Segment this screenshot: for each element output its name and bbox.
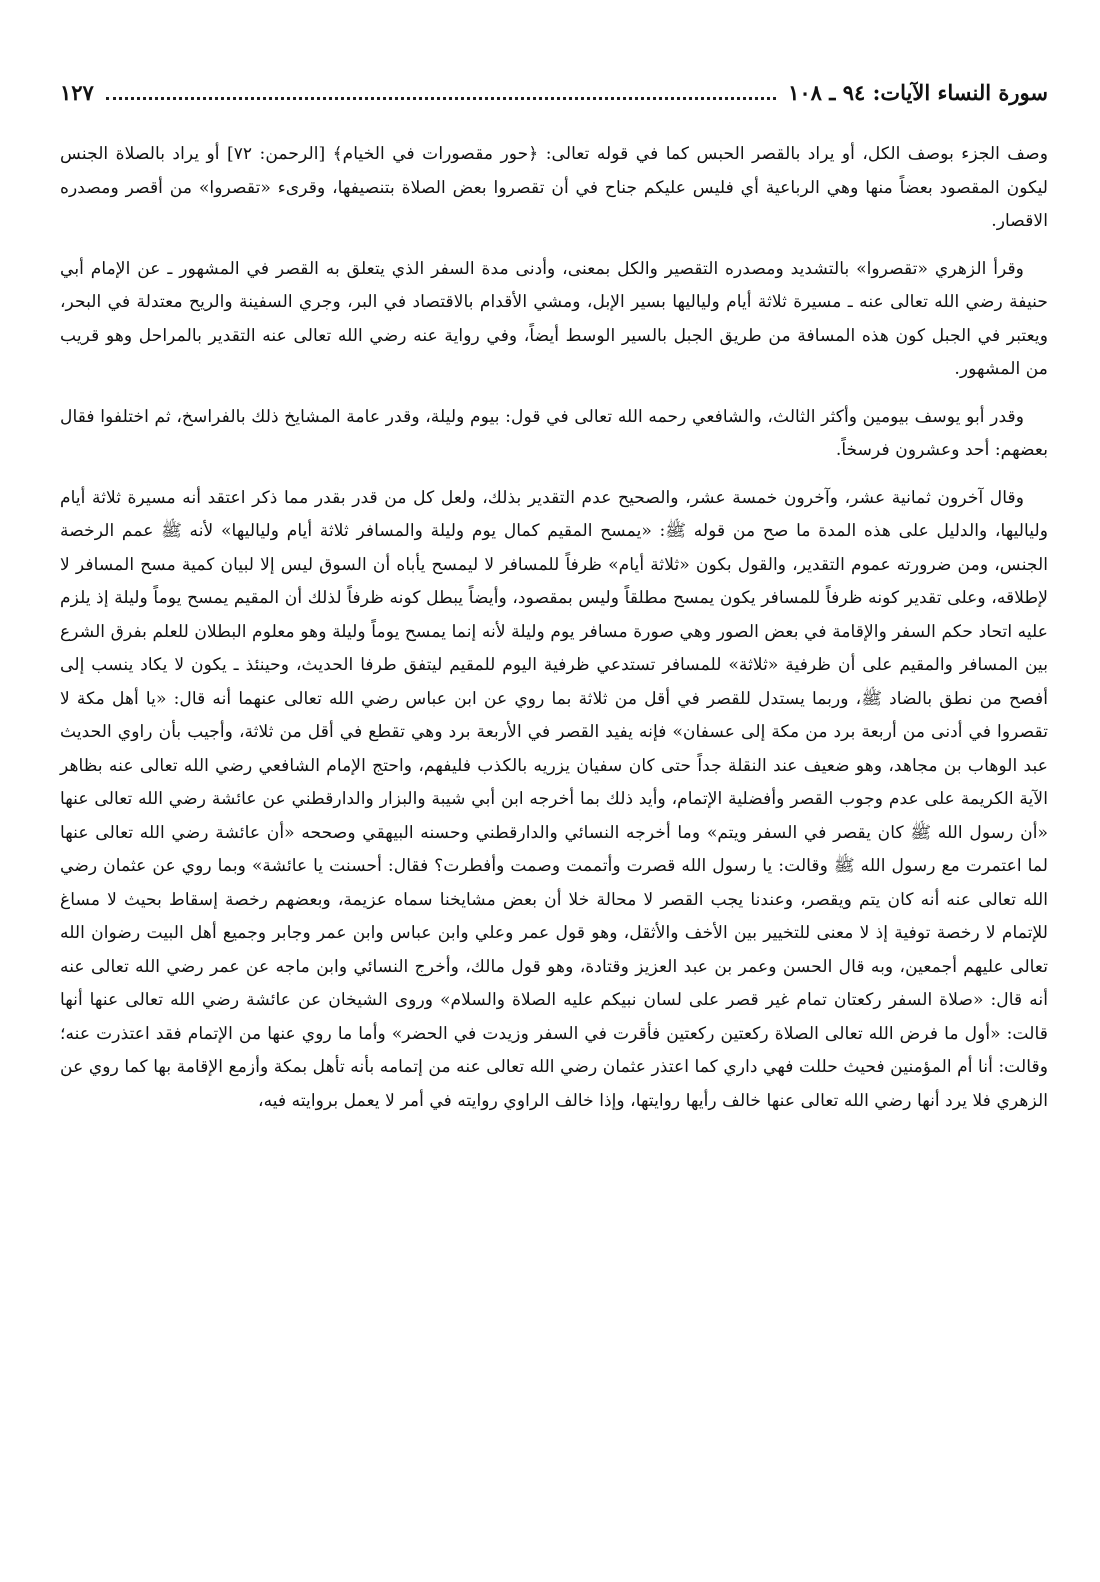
text-body <box>60 138 1048 1118</box>
page-number: ١٢٧ <box>60 80 94 105</box>
surah-title: سورة النساء الآيات: ٩٤ ـ ١٠٨ <box>788 80 1048 105</box>
paragraph-2: وقرأ الزهري «تقصروا» بالتشديد ومصدره التقصير والكل بمعنى، وأدنى مدة السفر الذي يتعلق به القصر في المشهور ـ عن الإمام أبي حنيفة رضي الله تعالى عنه ـ مسيرة ثلاثة أيام ولياليها بسير الإبل، ومشي الأقدام بالاقتصاد في البر، وجري السفينة والريح معتدلة في البحر، ويعتبر في الجبل كون هذه المسافة من طريق الجبل بالسير الوسط أيضاً، وفي رواية عنه رضي الله تعالى عنه التقدير بالمراحل وهو قريب من المشهور. <box>60 258 1048 379</box>
paragraph-1: وصف الجزء بوصف الكل، أو يراد بالقصر الحبس كما في قوله تعالى: ﴿حور مقصورات في الخيام﴾ [الرحمن: ٧٢] أو يراد بالصلاة الجنس ليكون المقصود بعضاً منها وهي الرباعية أي فليس عليكم جناح في أن تقصروا بعض الصلاة بتنصيفها، وقرىء «تقصروا» من أقصر ومصدره الاقصار. <box>60 144 1048 231</box>
header-dot-leader <box>106 96 776 100</box>
paragraph-3: وقدر أبو يوسف بيومين وأكثر الثالث، والشافعي رحمه الله تعالى في قول: بيوم وليلة، وقدر عامة المشايخ ذلك بالفراسخ، ثم اختلفوا فقال بعضهم: أحد وعشرون فرسخاً. <box>60 406 1048 460</box>
running-header <box>60 78 1048 108</box>
paragraph-4: وقال آخرون ثمانية عشر، وآخرون خمسة عشر، والصحيح عدم التقدير بذلك، ولعل كل من قدر بقدر مما ذكر اعتقد أنه مسيرة ثلاثة أيام ولياليها، والدليل على هذه المدة ما صح من قوله ﷺ: «يمسح المقيم كمال يوم وليلة والمسافر ثلاثة أيام ولياليها» لأنه ﷺ عمم الرخصة الجنس، ومن ضرورته عموم التقدير، والقول بكون «ثلاثة أيام» ظرفاً للمسافر لا ليمسح يأباه أن السوق ليس إلا لبيان كمية مسح المسافر لا لإطلاقه، وعلى تقدير كونه ظرفاً للمسافر يكون يمسح مطلقاً وليس بمقصود، وأيضاً يبطل كونه ظرفاً لذلك أن المقيم يمسح يوماً وليلة إذ يلزم عليه اتحاد حكم السفر والإقامة في بعض الصور وهي صورة مسافر يوم وليلة لأنه إنما يمسح يوماً وليلة وهو معلوم البطلان للعلم بفرق الشرع بين المسافر والمقيم على أن ظرفية «ثلاثة» للمسافر تستدعي ظرفية اليوم للمقيم ليتفق طرفا الحديث، وحينئذ ـ يكون لا يكاد ينسب إلى أفصح من نطق بالضاد ﷺ، وربما يستدل للقصر في أقل من ثلاثة بما روي عن ابن عباس رضي الله تعالى عنهما أنه قال: «يا أهل مكة لا تقصروا في أدنى من أربعة برد من مكة إلى عسفان» فإنه يفيد القصر في الأربعة برد وهي تقطع في أقل من ثلاثة، وأجيب بأن راوي الحديث عبد الوهاب بن مجاهد، وهو ضعيف عند النقلة جداً حتى كان سفيان يزريه بالكذب فليفهم، واحتج الإمام الشافعي رضي الله تعالى عنه بظاهر الآية الكريمة على عدم وجوب القصر وأفضلية الإتمام، وأيد ذلك بما أخرجه ابن أبي شيبة والبزار والدارقطني عن عائشة رضي الله تعالى عنها «أن رسول الله ﷺ كان يقصر في السفر ويتم» وما أخرجه النسائي والدارقطني وحسنه البيهقي وصححه «أن عائشة رضي الله تعالى عنها لما اعتمرت مع رسول الله ﷺ وقالت: يا رسول الله قصرت وأتممت وصمت وأفطرت؟ فقال: أحسنت يا عائشة» وبما روي عن عثمان رضي الله تعالى عنه أنه كان يتم ويقصر، وعندنا يجب القصر لا محالة خلا أن بعض مشايخنا سماه عزيمة، وبعضهم رخصة إسقاط بحيث لا مساغ للإتمام لا رخصة توفية إذ لا معنى للتخيير بين الأخف والأثقل، وهو قول عمر وعلي وابن عباس وابن عمر وجابر وجميع أهل البيت رضوان الله تعالى عليهم أجمعين، وبه قال الحسن وعمر بن عبد العزيز وقتادة، وهو قول مالك، وأخرج النسائي وابن ماجه عن عمر رضي الله تعالى عنه أنه قال: «صلاة السفر ركعتان تمام غير قصر على لسان نبيكم عليه الصلاة والسلام» وروى الشيخان عن عائشة رضي الله تعالى عنها أنها قالت: «أول ما فرض الله تعالى الصلاة ركعتين ركعتين فأقرت في السفر وزيدت في الحضر» وأما ما روي عنها من الإتمام فقد اعتذرت عنه؛ وقالت: أنا أم المؤمنين فحيث حللت فهي داري كما اعتذر عثمان رضي الله تعالى عنه من إتمامه بأنه تأهل بمكة وأزمع الإقامة بها كما روي عن الزهري فلا يرد أنها رضي الله تعالى عنها خالف رأيها روايتها، وإذا خالف الراوي روايته في أمر لا يعمل بروايته فيه، <box>60 487 1049 1111</box>
